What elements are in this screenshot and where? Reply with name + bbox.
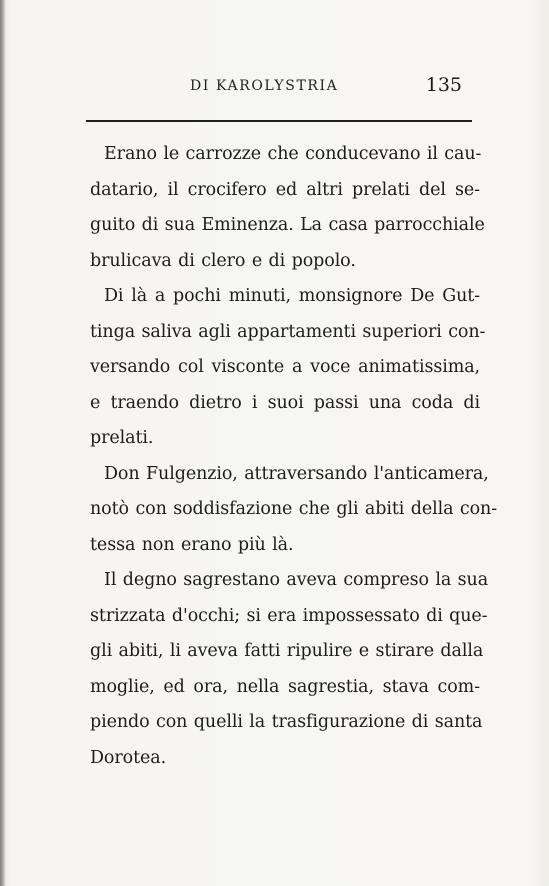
text-line: guito di sua Eminenza. La casa parrocchiale <box>90 215 485 235</box>
paragraph <box>90 563 489 776</box>
paragraph <box>90 137 485 279</box>
text-line: strizzata d'occhi; si era impossessato di que- <box>90 605 488 626</box>
text-line: Don Fulgenzio, attraversando l'anticamera, <box>104 463 489 484</box>
text-line: Il degno sagrestano aveva compreso la sua <box>104 570 489 590</box>
text-line: gli abiti, li aveva fatti ripulire e stirare dalla <box>90 641 484 661</box>
paragraph <box>90 457 498 564</box>
header-rule <box>86 120 472 122</box>
text-line: brulicava di clero e di popolo. <box>90 250 356 271</box>
text-line: tessa non erano più là. <box>90 534 294 555</box>
text-line: versando col visconte a voce animatissima, <box>90 357 480 377</box>
text-line: piendo con quelli la trasfigurazione di santa <box>90 712 483 732</box>
text-line: tinga saliva agli appartamenti superiori con- <box>90 321 486 342</box>
text-line: Dorotea. <box>90 747 167 768</box>
text-line: Erano le carrozze che conducevano il cau- <box>104 144 482 164</box>
text-line: prelati. <box>90 428 154 448</box>
paragraph <box>90 279 486 457</box>
body-text <box>90 137 498 776</box>
text-line: moglie, ed ora, nella sagrestia, stava com- <box>90 676 480 697</box>
running-title: DI KAROLYSTRIA <box>190 78 339 94</box>
page-binding-edge <box>0 0 6 886</box>
text-line: notò con soddisfazione che gli abiti della con- <box>90 499 498 519</box>
text-line: datario, il crocifero ed altri prelati del se- <box>90 179 480 200</box>
text-line: e traendo dietro i suoi passi una coda di <box>90 392 480 413</box>
page-header <box>90 72 470 102</box>
page-number: 135 <box>425 74 462 96</box>
text-line: Di là a pochi minuti, monsignore De Gut- <box>104 286 480 306</box>
